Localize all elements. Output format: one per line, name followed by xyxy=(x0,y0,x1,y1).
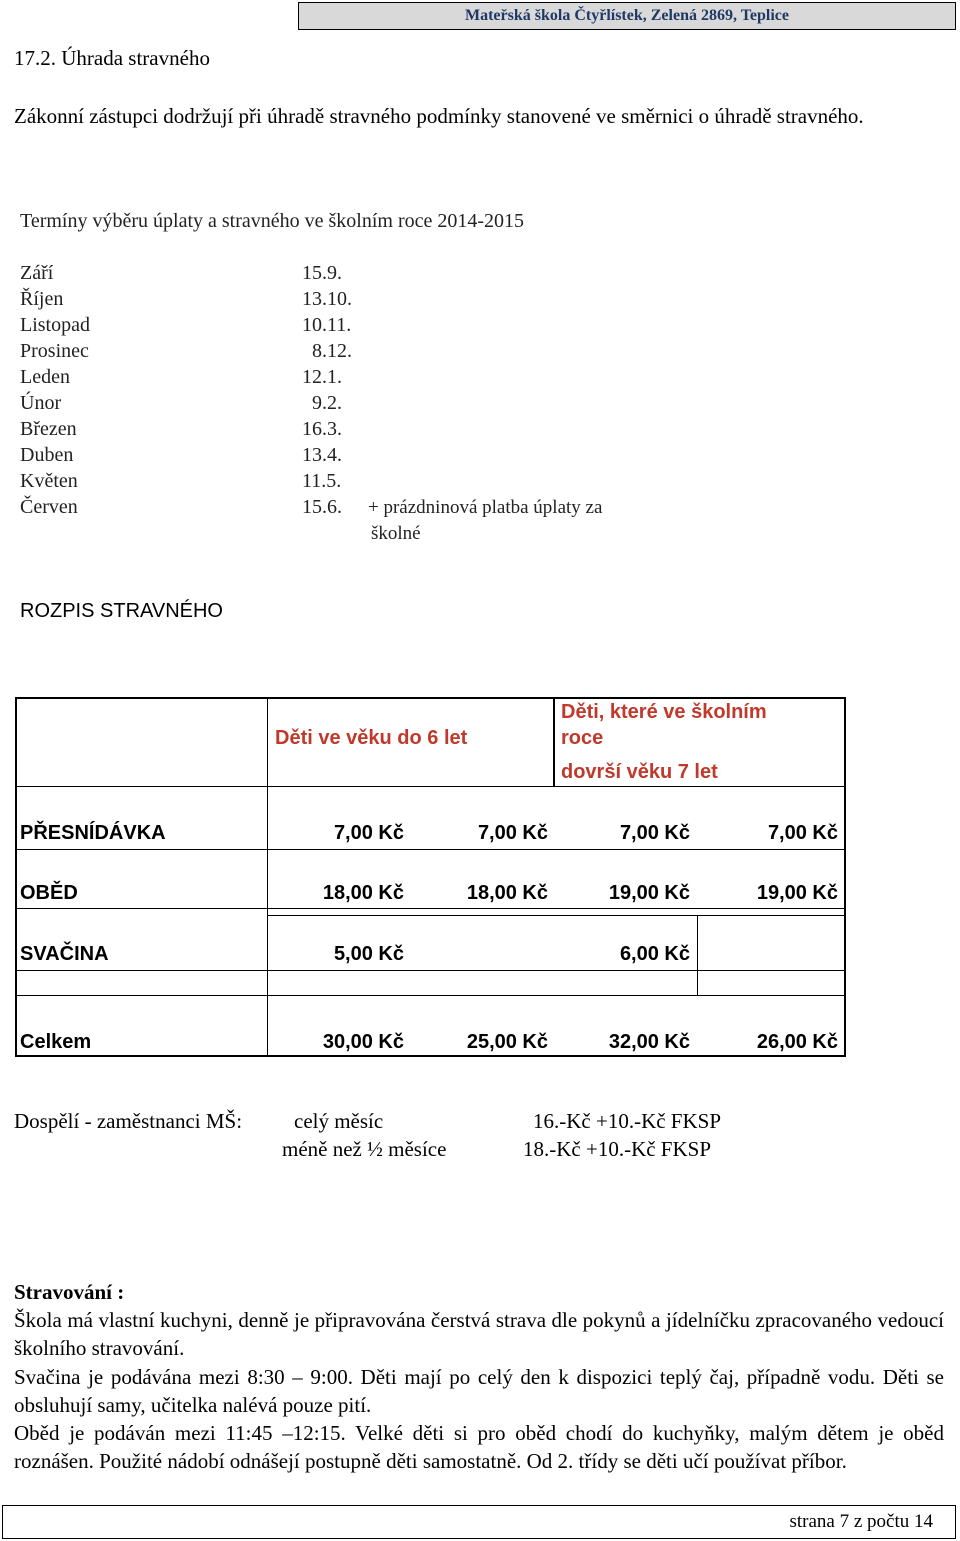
adults-label: Dospělí - zaměstnanci MŠ: xyxy=(14,1109,243,1133)
june-note-continued: školné xyxy=(371,523,421,544)
table-cell: 26,00 Kč xyxy=(756,1031,838,1053)
rozpis-title: ROZPIS STRAVNÉHO xyxy=(20,600,223,622)
stravovani-title: Stravování : xyxy=(14,1280,125,1304)
table-cell: 6,00 Kč xyxy=(619,943,690,965)
table-cell: 5,00 Kč xyxy=(333,943,404,965)
schedule-date: 16.3. xyxy=(302,418,342,440)
table-header-turning-7: Děti, které ve školním xyxy=(561,701,767,723)
schedule-date: 15.6. xyxy=(302,496,342,518)
adults-price-full: 16.-Kč +10.-Kč FKSP xyxy=(533,1109,722,1133)
section-title: 17.2. Úhrada stravného xyxy=(14,46,210,70)
schedule-date: 15.9. xyxy=(302,262,342,284)
table-header-turning-7-line3: dovrší věku 7 let xyxy=(561,761,718,783)
table-border-top xyxy=(15,697,846,699)
table-cell: 7,00 Kč xyxy=(477,822,548,844)
schedule-month: Prosinec xyxy=(20,340,89,362)
table-cell: 7,00 Kč xyxy=(333,822,404,844)
table-cell: 19,00 Kč xyxy=(608,882,690,904)
schedule-date: 12.1. xyxy=(302,366,342,388)
schedule-title: Termíny výběru úplaty a stravného ve školním roce 2014-2015 xyxy=(20,210,525,232)
adults-period-half: méně než ½ měsíce xyxy=(282,1137,447,1161)
table-border-bottom xyxy=(15,1055,846,1057)
schedule-month: Březen xyxy=(20,418,77,440)
row-label: SVAČINA xyxy=(20,943,109,965)
table-divider xyxy=(553,697,555,787)
table-cell: 18,00 Kč xyxy=(322,882,404,904)
table-cell: 7,00 Kč xyxy=(767,822,838,844)
table-border-right xyxy=(844,697,846,1057)
intro-paragraph: Zákonní zástupci dodržují při úhradě stravného podmínky stanovené ve směrnici o úhradě stravného. xyxy=(14,104,864,128)
adults-price-half: 18.-Kč +10.-Kč FKSP xyxy=(523,1137,712,1161)
page-footer: strana 7 z počtu 14 xyxy=(2,1505,956,1539)
june-note: + prázdninová platba úplaty za xyxy=(368,497,603,518)
table-cell: 30,00 Kč xyxy=(322,1031,404,1053)
table-divider xyxy=(15,908,846,909)
table-divider xyxy=(15,970,846,971)
table-divider xyxy=(15,849,846,850)
table-header-under-6: Děti ve věku do 6 let xyxy=(275,727,468,749)
row-label: Celkem xyxy=(20,1031,92,1053)
table-divider xyxy=(267,915,846,916)
schedule-date: 8.12. xyxy=(312,340,352,362)
table-cell: 7,00 Kč xyxy=(619,822,690,844)
adults-period-full: celý měsíc xyxy=(294,1109,384,1133)
table-divider xyxy=(15,995,846,996)
schedule-month: Únor xyxy=(20,392,62,414)
stravovani-paragraph-kitchen: Škola má vlastní kuchyni, denně je připravována čerstvá strava dle pokynů a jídelníčku zpracovaného vedoucí školního stravování. xyxy=(14,1308,944,1360)
schedule-date: 10.11. xyxy=(302,314,352,336)
schedule-date: 9.2. xyxy=(312,392,342,414)
table-cell: 32,00 Kč xyxy=(608,1031,690,1053)
table-cell: 19,00 Kč xyxy=(756,882,838,904)
schedule-date: 11.5. xyxy=(302,470,342,492)
document-header: Mateřská škola Čtyřlístek, Zelená 2869, Teplice xyxy=(298,2,956,30)
schedule-date: 13.10. xyxy=(302,288,352,310)
schedule-date: 13.4. xyxy=(302,444,342,466)
schedule-month: Leden xyxy=(20,366,70,388)
row-label: PŘESNÍDÁVKA xyxy=(20,822,166,844)
schedule-month: Září xyxy=(20,262,54,284)
table-cell: 25,00 Kč xyxy=(466,1031,548,1053)
table-cell: 18,00 Kč xyxy=(466,882,548,904)
stravovani-paragraph-lunch: Oběd je podáván mezi 11:45 –12:15. Velké děti si pro oběd chodí do kuchyňky, malým dětem je oběd roznášen. Použité nádobí odnášejí postupně děti samostatně. Od 2. třídy se děti učí používat příbor. xyxy=(14,1421,944,1473)
schedule-month: Květen xyxy=(20,470,78,492)
schedule-month: Duben xyxy=(20,444,74,466)
table-header-turning-7-line2: roce xyxy=(561,727,604,749)
table-border-left xyxy=(15,697,17,1057)
table-divider xyxy=(267,697,268,1057)
schedule-month: Říjen xyxy=(20,288,64,310)
schedule-month: Listopad xyxy=(20,314,90,336)
table-divider xyxy=(15,786,846,787)
schedule-month: Červen xyxy=(20,496,78,518)
table-divider xyxy=(697,915,698,995)
stravovani-paragraph-snack: Svačina je podávána mezi 8:30 – 9:00. Děti mají po celý den k dispozici teplý čaj, případně vodu. Děti se obsluhují samy, učitelka nalévá pouze pití. xyxy=(14,1365,944,1417)
row-label: OBĚD xyxy=(20,882,78,904)
